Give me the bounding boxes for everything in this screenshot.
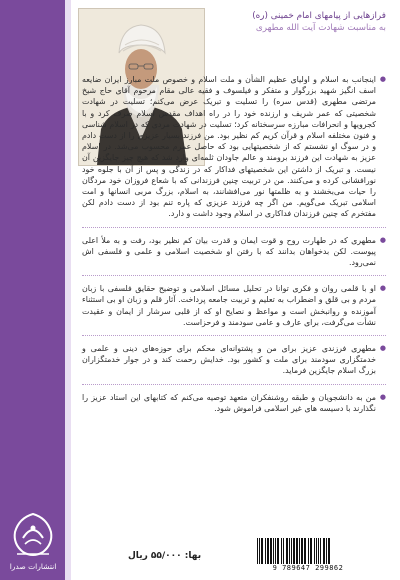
side-band-edge — [65, 0, 71, 580]
barcode-number: 9 789647 299862 — [272, 564, 344, 572]
price-label: بها: ۵۵/۰۰۰ ریال — [128, 551, 202, 561]
divider — [82, 384, 386, 385]
barcode-bar — [310, 538, 312, 564]
barcode-bar — [265, 538, 266, 564]
caption — [206, 10, 386, 34]
barcode-bar — [273, 538, 274, 564]
barcode-bar — [270, 538, 272, 564]
barcode-bar — [326, 538, 327, 564]
barcode-bar — [320, 538, 321, 564]
barcode-bars — [253, 538, 363, 564]
barcode-bar — [304, 538, 306, 564]
barcode-bar — [316, 538, 317, 564]
quote-paragraph-5: ● من به دانشجویان و طبقه روشنفکران متعهد توصیه می‌کنم که کتابهای این استاد عزیز را نگذارند با دسیسه های غیر اسلامی فراموش شود. — [82, 392, 386, 414]
divider — [82, 275, 386, 276]
barcode-bar — [291, 538, 292, 564]
barcode-bar — [296, 538, 298, 564]
quote-paragraph-2: ● مطهری که در طهارت روح و قوت ایمان و قدرت بیان کم نظیر بود، رفت و به ملأ اعلی پیوست. لکن بدخواهان بدانند که با رفتن او شخصیت اسلامی و علمی و فلسفی اش نمی‌رود. — [82, 235, 386, 269]
barcode-bar — [301, 538, 303, 564]
barcode-bar — [283, 538, 284, 564]
barcode-bar — [261, 538, 263, 564]
barcode-bar — [293, 538, 295, 564]
quote-paragraph-3: ● او با قلمی روان و فکری توانا در تحلیل مسائل اسلامی و توضیح حقایق فلسفی با زبان مردم و بی قلق و اضطراب به تعلیم و تربیت جامعه پرداخت. آثار قلم و زبان او بی استثناء آموزنده و روانبخش است و مواعظ و نصایح او که از قلبی سرشار از ایمان و عقیدت نشأت می‌گرفت، برای عارف و عامی سودمند و فرحزاست. — [82, 283, 386, 328]
barcode-bar — [308, 538, 309, 564]
caption-line-2: به مناسبت شهادت آیت الله مطهری — [255, 23, 386, 33]
quotes-content — [82, 74, 386, 414]
barcode-bar — [286, 538, 288, 564]
barcode-bar — [289, 538, 290, 564]
barcode-bar — [323, 538, 325, 564]
divider — [82, 227, 386, 228]
barcode-bar — [299, 538, 300, 564]
barcode-bar — [259, 538, 260, 564]
barcode-bar — [328, 538, 330, 564]
barcode-bar — [281, 538, 282, 564]
barcode — [253, 538, 363, 574]
quote-paragraph-1: ● اینجانب به اسلام و اولیای عظیم الشأن و ملت اسلام و خصوص ملت مبارز ایران ضایعه اسف انگیز شهید بزرگوار و متفکر و فیلسوف و فقیه عالی مقام مرحوم آقای حاج شیخ مرتضی مطهری (قدس سره) را تسلیت و تبریک عرض می‌کنم؛ تسلیت در شهادت شخصیتی که عمر شریف و ارزنده خود را در راه اهداف مقدس اسلام صرف کرد و با کجرویها و انحرافات مبارزه سرسختانه کرد؛ تسلیت در شهادت مردی که در اسلام شناسی و فنون مختلفه اسلام و قرآن کریم کم نظیر بود. من فرزند بسیار عزیزی را از دست دادم و در سوگ او نشستم که از شخصیتهایی بود که حاصل عمرم محسوب می‌شد. در اسلام عزیز به شهادت این فرزند برومند و عالم جاودان ثلمه‌ای وارد شد که هیچ چیز جایگزین آن نیست. و تبریک از داشتن این شخصیتهای فداکار که در زندگی و پس از آن با جلوه خود نورافشانی کرده و می‌کنند. من در تربیت چنین فرزندانی که با شعاع فروزان خود مردگان را حیات می‌بخشند و به ظلمتها نور می‌افشانند، به اسلام، بزرگ مربی انسانها و امت اسلامی تبریک می‌گویم. من اگر چه فرزند عزیزی که پاره تنم بود از دست دادم لکن مفتخرم که چنین فرزندان فداکاری در اسلام وجود داشت و دارد. — [82, 74, 386, 220]
quote-paragraph-4: ● مطهری فرزندی عزیز برای من و پشتوانه‌ای محکم برای حوزه‌های دینی و علمی و خدمتگزاری سودمند برای ملت و کشور بود. خدایش رحمت کند و در جوار خدمتگزاران بزرگ اسلام جایگزین فرماید. — [82, 343, 386, 377]
publisher-logo — [3, 508, 63, 572]
divider — [82, 335, 386, 336]
barcode-bar — [257, 538, 258, 564]
sadra-publisher-logo-icon — [3, 508, 63, 562]
barcode-bar — [267, 538, 269, 564]
barcode-bar — [275, 538, 276, 564]
barcode-bar — [314, 538, 315, 564]
publisher-name: انتشارات صدرا — [9, 562, 57, 571]
purple-side-band — [0, 0, 65, 580]
barcode-bar — [277, 538, 279, 564]
barcode-bar — [318, 538, 319, 564]
caption-line-1: فرازهایی از پیامهای امام خمینی (ره) — [252, 11, 386, 21]
